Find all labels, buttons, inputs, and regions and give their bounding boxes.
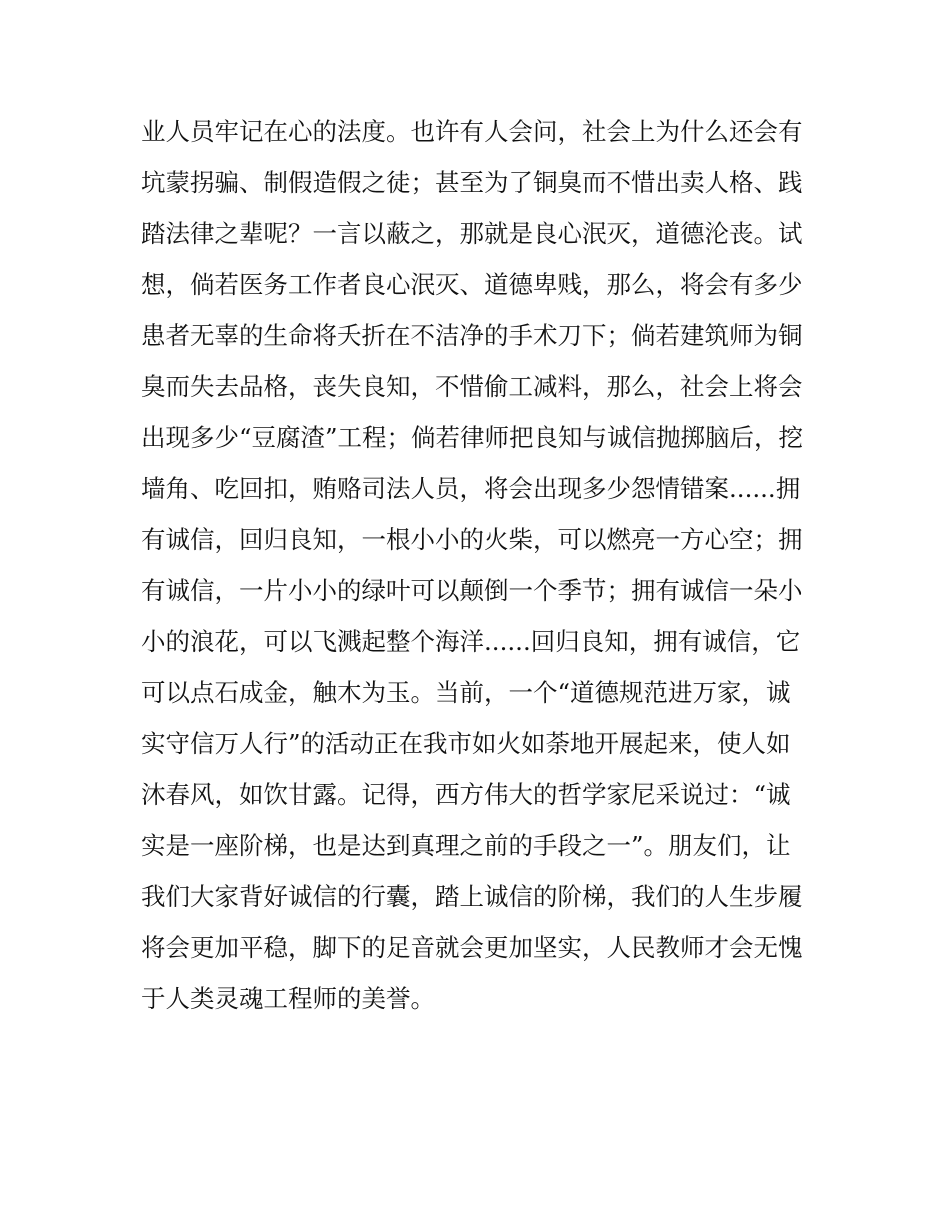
text-line: 小的浪花，可以飞溅起整个海洋......回归良知，拥有诚信，它 [141, 627, 801, 656]
text-line: 实是一座阶梯，也是达到真理之前的手段之一”。朋友们，让 [141, 831, 791, 860]
text-line: 业人员牢记在心的法度。也许有人会问，社会上为什么还会有 [141, 117, 803, 146]
text-line: 实守信万人行”的活动正在我市如火如荼地开展起来，使人如 [141, 729, 791, 758]
text-line: 出现多少“豆腐渣”工程；倘若律师把良知与诚信抛掷脑后，挖 [141, 423, 804, 452]
text-line: 将会更加平稳，脚下的足音就会更加坚实，人民教师才会无愧 [141, 933, 803, 962]
text-line: 臭而失去品格，丧失良知，不惜偷工减料，那么，社会上将会 [141, 372, 803, 401]
text-line: 坑蒙拐骗、制假造假之徒；甚至为了铜臭而不惜出卖人格、践 [141, 168, 803, 197]
text-line: 患者无辜的生命将夭折在不洁净的手术刀下；倘若建筑师为铜 [141, 321, 803, 350]
text-line: 我们大家背好诚信的行囊，踏上诚信的阶梯，我们的人生步履 [141, 882, 803, 911]
text-line: 可以点石成金，触木为玉。当前，一个“道德规范进万家，诚 [141, 678, 791, 707]
body-text [141, 106, 821, 1024]
text-line: 于人类灵魂工程师的美誉。 [141, 984, 435, 1013]
text-line: 有诚信，一片小小的绿叶可以颠倒一个季节；拥有诚信一朵小 [141, 576, 803, 605]
text-line: 想，倘若医务工作者良心泯灭、道德卑贱，那么，将会有多少 [141, 270, 803, 299]
text-line: 墙角、吃回扣，贿赂司法人员，将会出现多少怨情错案......拥 [141, 474, 801, 503]
text-line: 沐春风，如饮甘露。记得，西方伟大的哲学家尼采说过：“诚 [141, 780, 791, 809]
text-line: 踏法律之辈呢？一言以蔽之，那就是良心泯灭，道德沦丧。试 [141, 219, 803, 248]
text-line: 有诚信，回归良知，一根小小的火柴，可以燃亮一方心空；拥 [141, 525, 803, 554]
